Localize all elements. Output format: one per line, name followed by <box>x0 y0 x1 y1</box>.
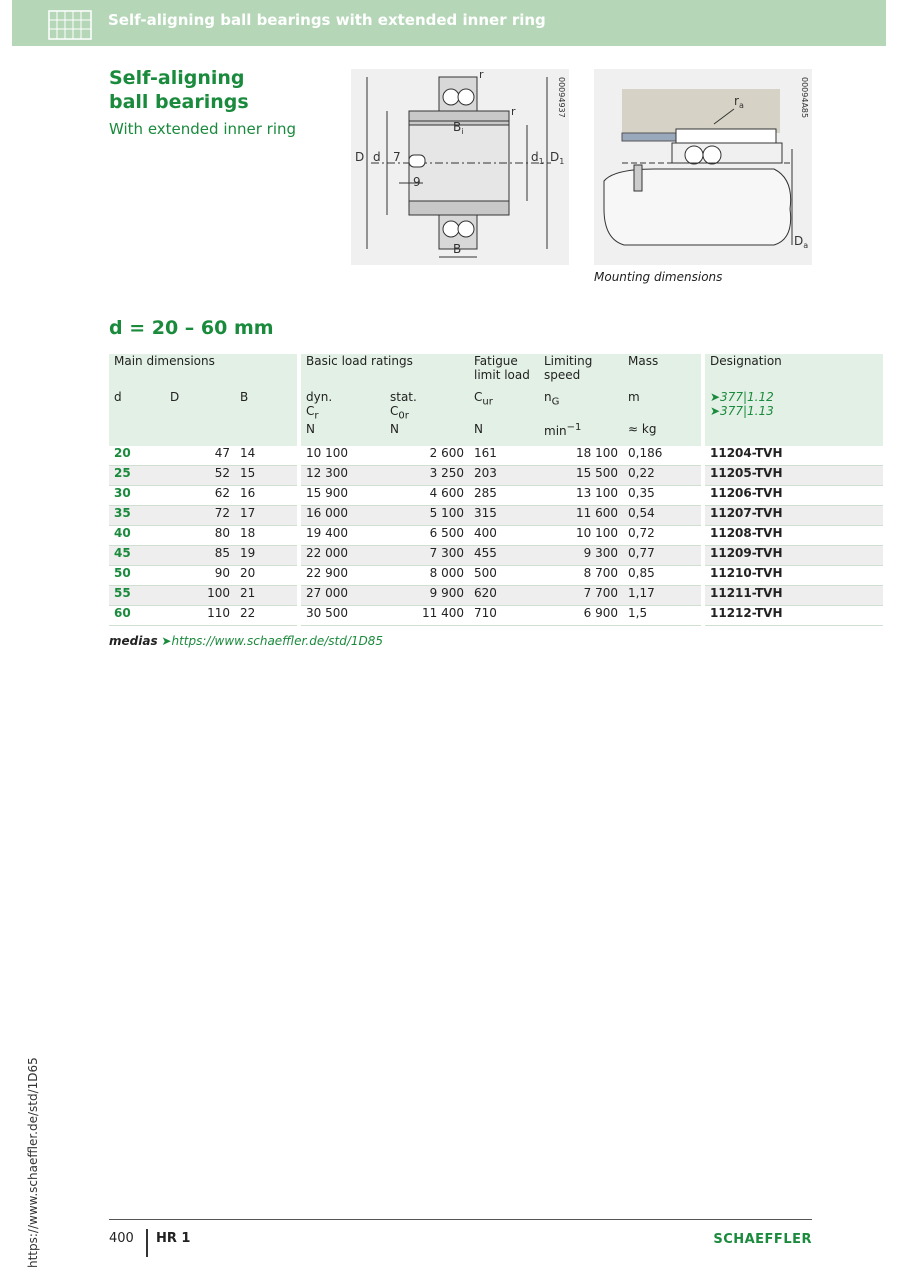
cell-B: 20 <box>235 566 297 586</box>
ref-link-2[interactable]: ➤377|1.13 <box>710 404 774 418</box>
medias-url[interactable]: https://www.schaeffler.de/std/1D85 <box>171 634 384 648</box>
cell-nG: 7 700 <box>539 586 623 606</box>
subheader-m: m <box>623 390 701 422</box>
ref-link-1[interactable]: ➤377|1.12 <box>710 390 774 404</box>
cell-designation[interactable]: 11207-TVH <box>705 506 883 526</box>
cell-designation[interactable]: 11212-TVH <box>705 606 883 626</box>
mounting-figure <box>594 69 812 265</box>
cell-designation[interactable]: 11205-TVH <box>705 466 883 486</box>
table-row <box>109 466 883 486</box>
medias-label: medias <box>109 634 158 648</box>
label-r-top: r <box>479 69 484 81</box>
table-row <box>109 566 883 586</box>
cell-m: 0,186 <box>623 446 701 466</box>
cell-C0r: 9 900 <box>385 586 469 606</box>
cell-Cr: 15 900 <box>301 486 385 506</box>
cell-C0r: 5 100 <box>385 506 469 526</box>
cell-C0r: 6 500 <box>385 526 469 546</box>
banner-title: Self-aligning ball bearings with extended inner ring <box>108 11 546 29</box>
table-grid-icon <box>48 10 92 40</box>
cell-C0r: 2 600 <box>385 446 469 466</box>
cell-nG: 8 700 <box>539 566 623 586</box>
book-code: HR 1 <box>156 1231 191 1246</box>
label-d: d <box>373 150 381 164</box>
cell-Cr: 19 400 <box>301 526 385 546</box>
cell-Cur: 400 <box>469 526 539 546</box>
cell-d: 35 <box>109 506 165 526</box>
cell-designation[interactable]: 11204-TVH <box>705 446 883 466</box>
subheader-d: d <box>109 390 165 422</box>
cell-Cr: 16 000 <box>301 506 385 526</box>
table-row <box>109 546 883 566</box>
cell-Cur: 710 <box>469 606 539 626</box>
cell-d: 30 <box>109 486 165 506</box>
cell-B: 22 <box>235 606 297 626</box>
cell-Cur: 455 <box>469 546 539 566</box>
cell-D: 62 <box>165 486 235 506</box>
cell-d: 40 <box>109 526 165 546</box>
table-row <box>109 506 883 526</box>
cell-Cr: 10 100 <box>301 446 385 466</box>
cell-Cur: 500 <box>469 566 539 586</box>
label-D: D <box>355 150 365 164</box>
cell-nG: 13 100 <box>539 486 623 506</box>
cell-D: 72 <box>165 506 235 526</box>
cell-m: 0,77 <box>623 546 701 566</box>
cell-D: 85 <box>165 546 235 566</box>
cell-nG: 9 300 <box>539 546 623 566</box>
label-Da: $D_a$ <box>794 234 809 250</box>
table-row <box>109 486 883 506</box>
title-line-1: Self-aligning <box>109 67 245 89</box>
page-title <box>109 66 249 114</box>
cell-C0r: 3 250 <box>385 466 469 486</box>
header-fatigue: Fatigue limit load <box>469 354 539 390</box>
cell-C0r: 11 400 <box>385 606 469 626</box>
cell-nG: 10 100 <box>539 526 623 546</box>
label-B: B <box>453 242 462 256</box>
cell-D: 90 <box>165 566 235 586</box>
cell-nG: 18 100 <box>539 446 623 466</box>
cell-D: 52 <box>165 466 235 486</box>
cell-m: 1,17 <box>623 586 701 606</box>
subheader-ng: $n_G$ <box>539 390 623 422</box>
cell-nG: 15 500 <box>539 466 623 486</box>
cell-m: 1,5 <box>623 606 701 626</box>
page-banner <box>12 0 886 46</box>
unit-speed: $\min^{-1}$ <box>539 422 623 446</box>
cell-D: 100 <box>165 586 235 606</box>
cell-Cur: 285 <box>469 486 539 506</box>
header-designation: Designation <box>705 354 883 390</box>
cell-designation[interactable]: 11206-TVH <box>705 486 883 506</box>
subheader-D: D <box>165 390 235 422</box>
medias-link[interactable] <box>109 634 383 648</box>
cell-m: 0,85 <box>623 566 701 586</box>
label-D1: $D_1$ <box>550 150 565 166</box>
unit-c0r: N <box>385 422 469 446</box>
cell-designation[interactable]: 11209-TVH <box>705 546 883 566</box>
dimension-range-heading: d = 20 – 60 mm <box>109 317 274 339</box>
header-mass: Mass <box>623 354 701 390</box>
cell-Cr: 12 300 <box>301 466 385 486</box>
cell-B: 16 <box>235 486 297 506</box>
table-row <box>109 446 883 466</box>
arrow-icon: ➤ <box>161 634 172 648</box>
table-row <box>109 586 883 606</box>
cell-designation[interactable]: 11211-TVH <box>705 586 883 606</box>
header-speed: Limiting speed <box>539 354 623 390</box>
cell-Cur: 203 <box>469 466 539 486</box>
subheader-B: B <box>235 390 297 422</box>
label-ra: $r_a$ <box>734 94 744 110</box>
cell-Cr: 22 000 <box>301 546 385 566</box>
unit-cr: N <box>301 422 385 446</box>
cell-d: 50 <box>109 566 165 586</box>
footer-rule <box>109 1219 812 1220</box>
cell-nG: 6 900 <box>539 606 623 626</box>
bearing-table <box>109 354 883 626</box>
cell-B: 14 <box>235 446 297 466</box>
table-row <box>109 526 883 546</box>
cell-D: 80 <box>165 526 235 546</box>
label-r-right: r <box>511 105 516 118</box>
cell-Cur: 620 <box>469 586 539 606</box>
unit-mass: ≈ kg <box>623 422 701 446</box>
side-url[interactable]: https://www.schaeffler.de/std/1D65 <box>26 1057 40 1268</box>
page-subtitle: With extended inner ring <box>109 120 297 138</box>
cell-Cr: 30 500 <box>301 606 385 626</box>
cell-Cr: 22 900 <box>301 566 385 586</box>
bearing-section-figure <box>351 69 569 265</box>
cell-C0r: 7 300 <box>385 546 469 566</box>
cell-d: 25 <box>109 466 165 486</box>
cell-m: 0,72 <box>623 526 701 546</box>
cell-d: 20 <box>109 446 165 466</box>
cell-B: 21 <box>235 586 297 606</box>
unit-cur: N <box>469 422 539 446</box>
cell-designation[interactable]: 11208-TVH <box>705 526 883 546</box>
label-d1: $d_1$ <box>531 150 544 166</box>
subheader-cr: dyn. $C_r$ <box>301 390 385 422</box>
cell-C0r: 4 600 <box>385 486 469 506</box>
cell-nG: 11 600 <box>539 506 623 526</box>
header-main-dimensions: Main dimensions <box>109 354 297 390</box>
cell-m: 0,22 <box>623 466 701 486</box>
cell-B: 18 <box>235 526 297 546</box>
cell-D: 47 <box>165 446 235 466</box>
figure1-code: 00094937 <box>557 77 566 118</box>
brand-logo: SCHAEFFLER <box>713 1232 812 1247</box>
figure2-code: 00094A85 <box>800 77 809 119</box>
subheader-cur: $C_{ur}$ <box>469 390 539 422</box>
cell-Cur: 315 <box>469 506 539 526</box>
cell-C0r: 8 000 <box>385 566 469 586</box>
cell-D: 110 <box>165 606 235 626</box>
table-row <box>109 606 883 626</box>
figure-caption: Mounting dimensions <box>594 270 723 284</box>
cell-B: 15 <box>235 466 297 486</box>
cell-m: 0,54 <box>623 506 701 526</box>
label-7: 7 <box>393 150 401 164</box>
label-9: 9 <box>413 175 421 189</box>
cell-B: 17 <box>235 506 297 526</box>
page-number: 400 <box>109 1231 134 1246</box>
cell-B: 19 <box>235 546 297 566</box>
title-line-2: ball bearings <box>109 91 249 113</box>
subheader-refs <box>705 390 883 422</box>
cell-d: 55 <box>109 586 165 606</box>
cell-Cur: 161 <box>469 446 539 466</box>
cell-Cr: 27 000 <box>301 586 385 606</box>
label-bi: $B_i$ <box>453 120 464 136</box>
subheader-c0r: stat. $C_{0r}$ <box>385 390 469 422</box>
footer-separator <box>146 1229 148 1257</box>
cell-m: 0,35 <box>623 486 701 506</box>
header-load-ratings: Basic load ratings <box>301 354 469 390</box>
cell-d: 60 <box>109 606 165 626</box>
cell-designation[interactable]: 11210-TVH <box>705 566 883 586</box>
cell-d: 45 <box>109 546 165 566</box>
